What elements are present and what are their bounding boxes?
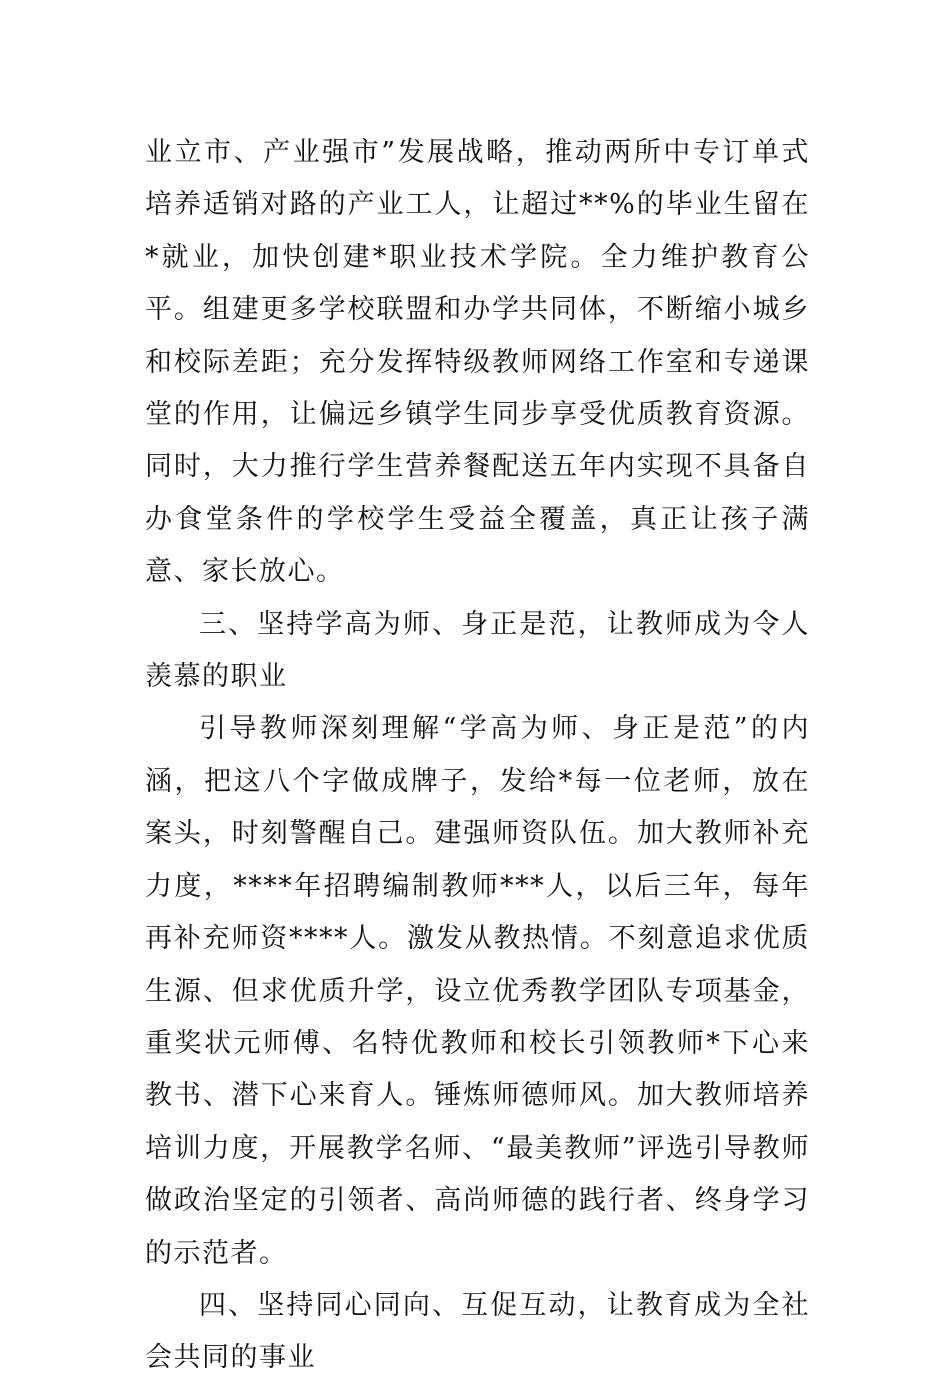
section-heading-four: 四、坚持同心同向、互促互动，让教育成为全社会共同的事业	[145, 1289, 810, 1374]
body-paragraph: 业立市、产业强市”发展战略，推动两所中专订单式培养适销对路的产业工人，让超过**%的毕业生留在*就业，加快创建*职业技术学院。全力维护教育公平。组建更多学校联盟和办学共同体，不断缩小城乡和校际差距；充分发挥特级教师网络工作室和专递课堂的作用，让偏远乡镇学生同步享受优质教育资源。同时，大力推行学生营养餐配送五年内实现不具备自办食堂条件的学校学生受益全覆盖，真正让孩子满意、家长放心。	[145, 137, 810, 588]
section-heading-three: 三、坚持学高为师、身正是范，让教师成为令人羡慕的职业	[145, 608, 810, 693]
body-paragraph: 引导教师深刻理解“学高为师、身正是范”的内涵，把这八个字做成牌子，发给*每一位老师，放在案头，时刻警醒自己。建强师资队伍。加大教师补充力度，****年招聘编制教师***人，以后三年，每年再补充师资****人。激发从教热情。不刻意追求优质生源、但求优质升学，设立优秀教学团队专项基金，重奖状元师傅、名特优教师和校长引领教师*下心来教书、潜下心来育人。锤炼师德师风。加大教师培养培训力度，开展教学名师、“最美教师”评选引导教师做政治坚定的引领者、高尚师德的践行者、终身学习的示范者。	[145, 713, 810, 1269]
document-body	[145, 127, 810, 1385]
